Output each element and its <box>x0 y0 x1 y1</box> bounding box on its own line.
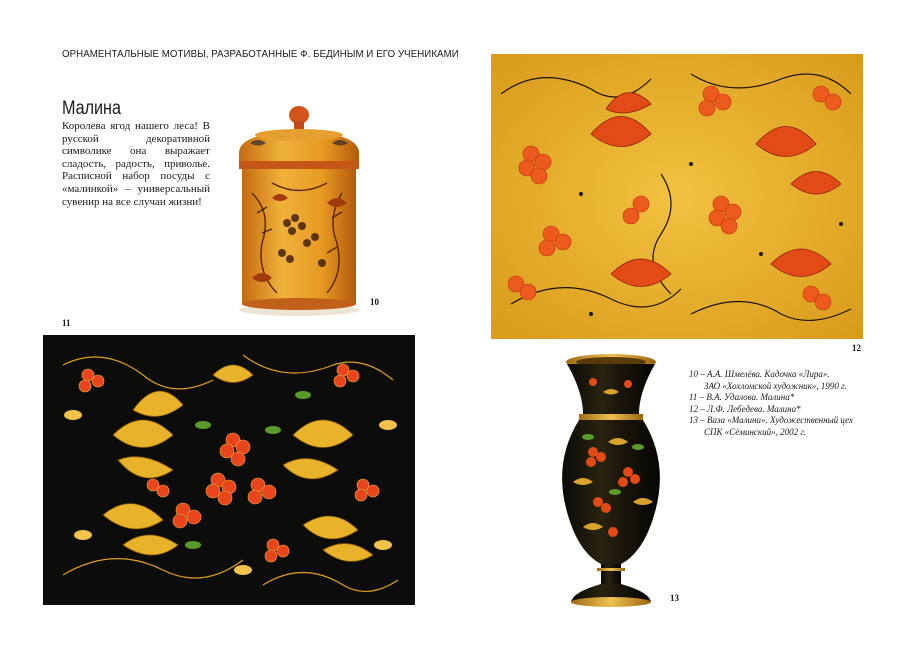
caption-line: 12 – Л.Ф. Лебедева. Малина* <box>689 403 801 414</box>
intro-paragraph: Королева ягод нашего леса! В русской декоративной символике она выражает сладость, радость, приволье. Расписной набор посуды с «малинкой» – универсальный сувенир на все случаи жизни! <box>62 120 210 208</box>
caption-line: 10 – А.А. Шмелёва. Кадочка «Лира». <box>689 369 830 379</box>
figure-11-number: 11 <box>62 318 71 328</box>
figure-11-painting-image <box>43 335 415 605</box>
caption-line: СПК «Сёминский», 2002 г. <box>704 426 807 437</box>
figure-captions <box>689 369 865 439</box>
running-header: ОРНАМЕНТАЛЬНЫЕ МОТИВЫ, РАЗРАБОТАННЫЕ Ф. БЕДИНЫМ И ЕГО УЧЕНИКАМИ <box>62 48 459 60</box>
figure-13-vase-image <box>553 352 668 610</box>
caption-line: ЗАО «Хохломской художник», 1990 г. <box>704 380 847 391</box>
caption-line: 13 – Ваза «Малина». Художественный цех <box>689 415 854 426</box>
figure-12-number: 12 <box>852 343 861 353</box>
figure-10-number: 10 <box>370 297 379 307</box>
section-title: Малина <box>62 98 121 119</box>
figure-13-number: 13 <box>670 593 679 603</box>
figure-12-painting-image <box>491 54 863 339</box>
figure-10-container-image <box>232 103 367 318</box>
intro-text <box>62 120 210 208</box>
caption-line: 11 – В.А. Удалова. Малина* <box>689 392 795 403</box>
